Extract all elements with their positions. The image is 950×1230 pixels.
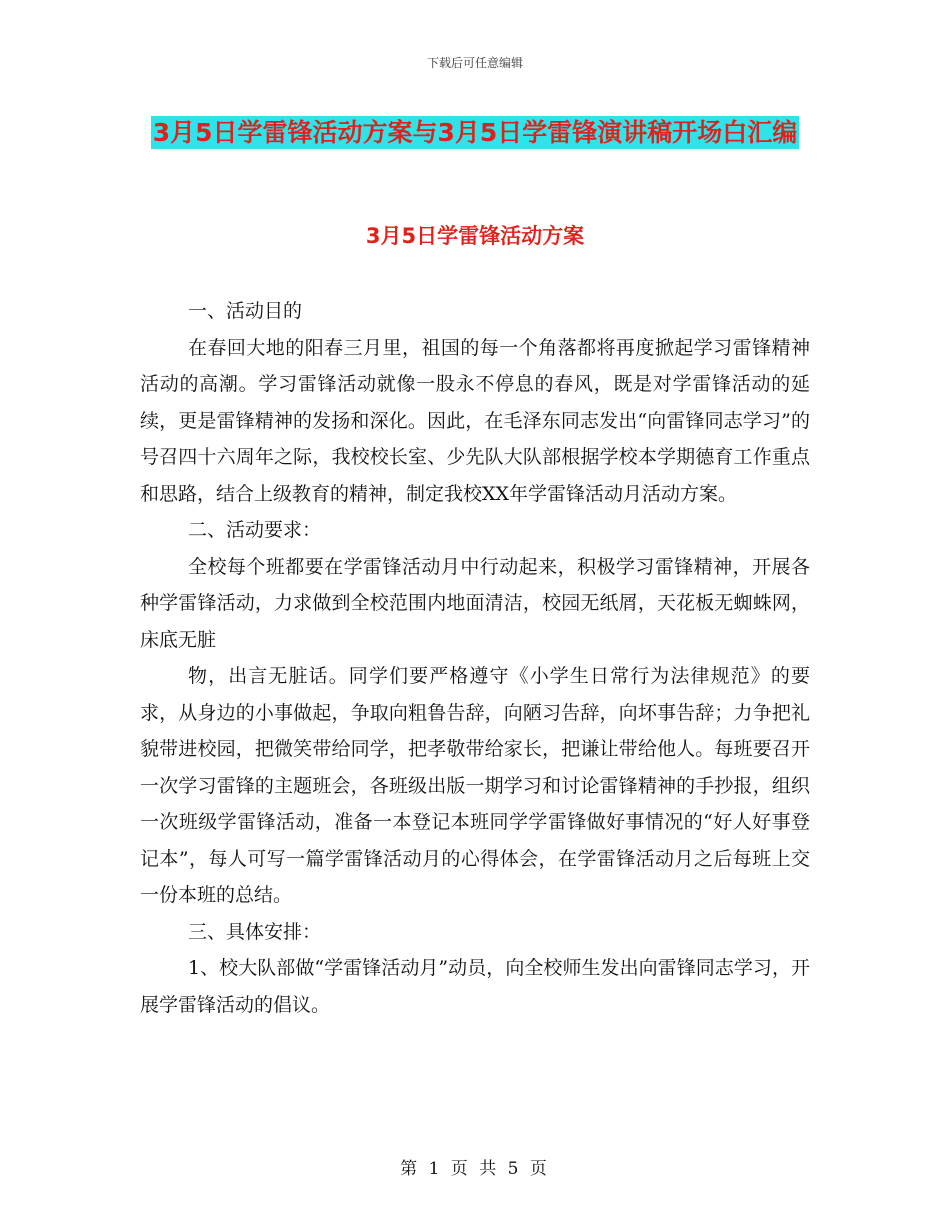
document-body <box>140 293 810 1023</box>
paragraph: 1、校大队部做“学雷锋活动月”动员，向全校师生发出向雷锋同志学习，开展学雷锋活动的倡议。 <box>140 957 810 1016</box>
paragraph: 在春回大地的阳春三月里，祖国的每一个角落都将再度掀起学习雷锋精神活动的高潮。学习雷锋活动就像一股永不停息的春风，既是对学雷锋活动的延续，更是雷锋精神的发扬和深化。因此，在毛泽东同志发出“向雷锋同志学习”的号召四十六周年之际，我校校长室、少先队大队部根据学校本学期德育工作重点和思路，结合上级教育的精神，制定我校XX年学雷锋活动月活动方案。 <box>140 336 810 505</box>
heading-requirements: 二、活动要求： <box>188 519 322 541</box>
section-title: 3月5日学雷锋活动方案 <box>365 224 585 248</box>
paragraph: 物，出言无脏话。同学们要严格遵守《小学生日常行为法律规范》的要求，从身边的小事做起，争取向粗鲁告辞，向陋习告辞，向坏事告辞；力争把礼貌带进校园，把微笑带给同学，把孝敬带给家长，把谦让带给他人。每班要召开一次学习雷锋的主题班会，各班级出版一期学习和讨论雷锋精神的手抄报，组织一次班级学雷锋活动，准备一本登记本班同学学雷锋做好事情况的“好人好事登记本”，每人可写一篇学雷锋活动月的心得体会，在学雷锋活动月之后每班上交一份本班的总结。 <box>140 665 810 906</box>
heading-arrangement: 三、具体安排： <box>188 920 322 943</box>
document-title-text: 3月5日学雷锋活动方案与3月5日学雷锋演讲稿开场白汇编 <box>152 118 798 147</box>
paragraph: 全校每个班都要在学雷锋活动月中行动起来，积极学习雷锋精神，开展各种学雷锋活动，力求做到全校范围内地面清洁，校园无纸屑，天花板无蜘蛛网，床底无脏 <box>140 555 810 651</box>
heading-purpose: 一、活动目的 <box>188 300 303 322</box>
page-footer: 第 1 页 共 5 页 <box>400 1159 550 1179</box>
document-title <box>140 110 810 156</box>
header-note: 下载后可任意编辑 <box>426 56 523 70</box>
